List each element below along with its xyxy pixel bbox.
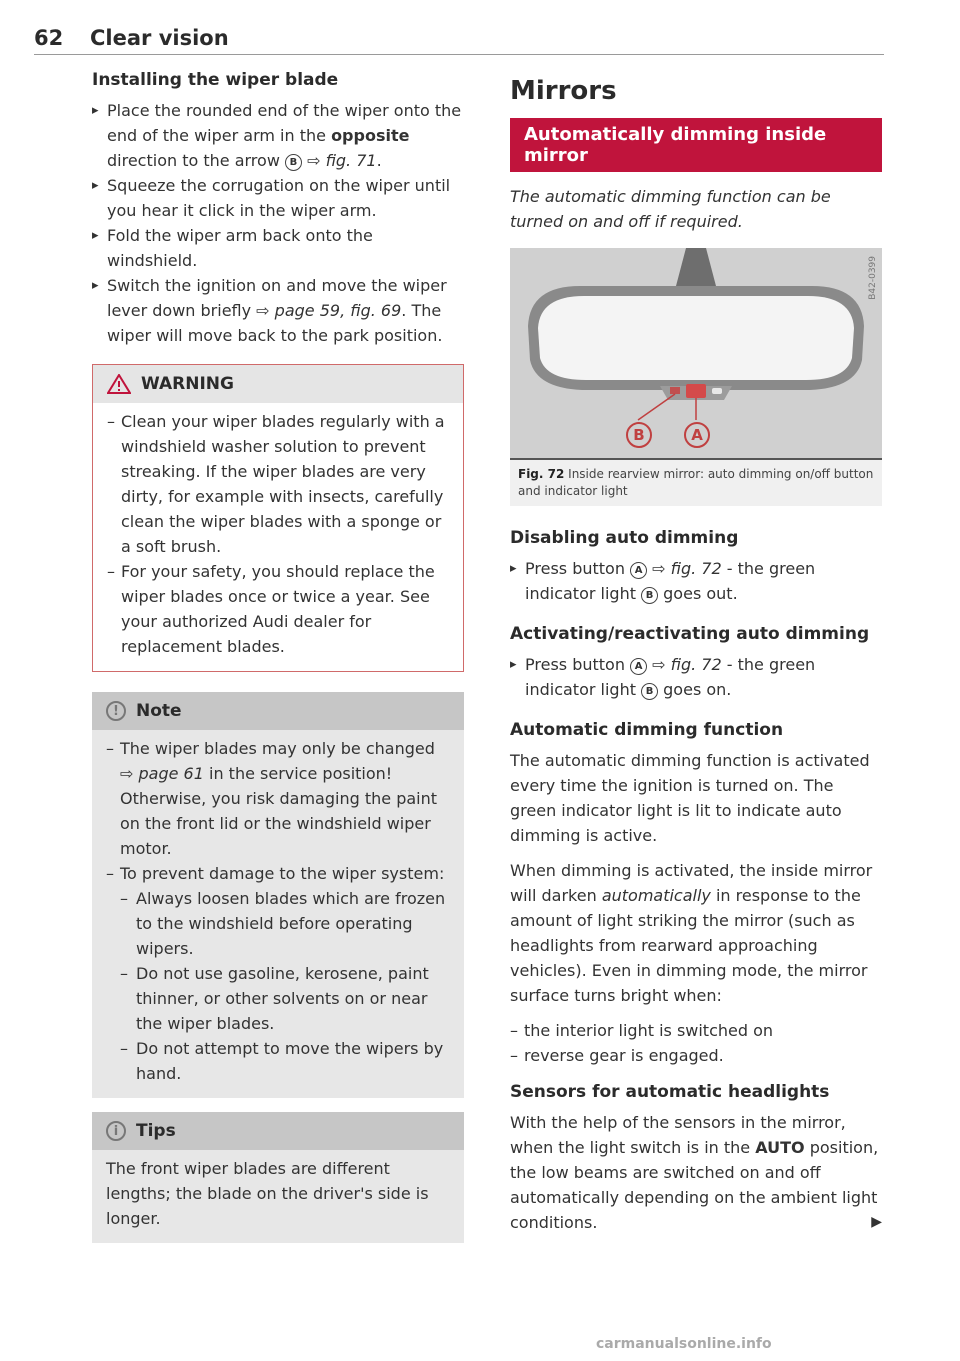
callout-b-icon: B bbox=[641, 587, 658, 604]
install-step-3: ▸ Fold the wiper arm back onto the windshield. bbox=[92, 223, 464, 273]
figure-reference-link[interactable]: fig. 71 bbox=[325, 151, 377, 170]
figure-reference-link[interactable]: fig. 72 bbox=[670, 559, 722, 578]
bright-conditions-list bbox=[510, 1018, 882, 1068]
note-item: – The wiper blades may only be changed ⇨ page 61 in the service position! Otherwise, you risk damaging the paint on the front lid or the windshield wiper motor. bbox=[106, 736, 450, 861]
tips-title: Tips bbox=[136, 1121, 176, 1141]
warning-item: – For your safety, you should replace the wiper blades once or twice a year. See your authorized Audi dealer for replacement blades. bbox=[107, 559, 449, 659]
auto-dimming-paragraph: The automatic dimming function is activated every time the ignition is turned on. The green indicator light is lit to indicate auto dimming is active. bbox=[510, 751, 870, 845]
note-box bbox=[92, 692, 464, 1098]
page-header bbox=[34, 22, 884, 55]
warning-box bbox=[92, 364, 464, 672]
note-title: Note bbox=[136, 701, 182, 721]
warning-body bbox=[93, 403, 463, 671]
callout-b-icon: B bbox=[641, 683, 658, 700]
figure-reference-link[interactable]: fig. 72 bbox=[670, 655, 722, 674]
activate-step: ▸ Press button A ⇨ fig. 72 - the green indicator light B goes on. bbox=[510, 652, 882, 702]
install-heading: Installing the wiper blade bbox=[92, 70, 339, 90]
dimming-behavior-paragraph: When dimming is activated, the inside mirror will darken automatically in response to the amount of light striking the mirror (such as headlights from rearward approaching vehicles). Even in dimming mode, the mirror surface turns bright when: bbox=[510, 861, 873, 1005]
page-reference-link[interactable]: page 59, fig. 69 bbox=[274, 301, 402, 320]
figure-caption: Fig. 72 Inside rearview mirror: auto dimming on/off button and indicator light bbox=[510, 460, 882, 506]
callout-a-icon: A bbox=[630, 562, 647, 579]
sensors-heading: Sensors for automatic headlights bbox=[510, 1082, 830, 1102]
warning-item: – Clean your wiper blades regularly with a windshield washer solution to prevent streaking. If the wiper blades are very dirty, for example with insects, carefully clean the wiper blades with a sponge or a soft brush. bbox=[107, 409, 449, 559]
warning-header bbox=[93, 365, 463, 403]
note-header bbox=[92, 692, 464, 730]
mirror-figure bbox=[510, 248, 882, 460]
tips-header bbox=[92, 1112, 464, 1150]
warning-triangle-icon bbox=[107, 374, 131, 394]
install-step-4: ▸ Switch the ignition on and move the wiper lever down briefly ⇨ page 59, fig. 69. The wiper will move back to the park position. bbox=[92, 273, 464, 348]
condition-item: – the interior light is switched on bbox=[510, 1018, 882, 1043]
left-column bbox=[92, 70, 464, 1243]
install-step-1: ▸ Place the rounded end of the wiper onto the end of the wiper arm in the opposite direction to the arrow B ⇨ fig. 71. bbox=[92, 98, 464, 173]
chapter-title: Mirrors bbox=[510, 76, 617, 106]
callout-a-icon: A bbox=[630, 658, 647, 675]
tips-body: The front wiper blades are different lengths; the blade on the driver's side is longer. bbox=[106, 1159, 429, 1228]
topic-bar: Automatically dimming inside mirror bbox=[510, 118, 882, 172]
right-column bbox=[510, 70, 882, 1245]
note-subitem: – Do not use gasoline, kerosene, paint thinner, or other solvents on or near the wiper blades. bbox=[106, 961, 450, 1036]
continue-arrow-icon: ▶ bbox=[871, 1214, 882, 1230]
note-item: – To prevent damage to the wiper system: bbox=[106, 861, 450, 886]
note-subitem: – Always loosen blades which are frozen to the windshield before operating wipers. bbox=[106, 886, 450, 961]
exclamation-circle-icon: ! bbox=[106, 701, 126, 721]
condition-item: – reverse gear is engaged. bbox=[510, 1043, 882, 1068]
figure-code: B42-0399 bbox=[868, 256, 878, 300]
topic-subtitle: The automatic dimming function can be turned on and off if required. bbox=[510, 187, 831, 231]
tips-box bbox=[92, 1112, 464, 1243]
disable-heading: Disabling auto dimming bbox=[510, 528, 739, 548]
info-circle-icon: i bbox=[106, 1121, 126, 1141]
install-step-2: ▸ Squeeze the corrugation on the wiper until you hear it click in the wiper arm. bbox=[92, 173, 464, 223]
sensors-paragraph: With the help of the sensors in the mirror, when the light switch is in the AUTO position, the low beams are switched on and off automatically depending on the ambient light conditions. ▶ bbox=[510, 1110, 882, 1235]
watermark: carmanualsonline.info bbox=[596, 1336, 772, 1352]
callout-a-icon: A bbox=[684, 422, 710, 448]
warning-title: WARNING bbox=[141, 374, 234, 394]
note-body bbox=[92, 730, 464, 1098]
callout-b-icon: B bbox=[626, 422, 652, 448]
section-title: Clear vision bbox=[90, 26, 229, 50]
callout-b-icon: B bbox=[285, 154, 302, 171]
page-reference-link[interactable]: page 61 bbox=[138, 764, 204, 783]
disable-step: ▸ Press button A ⇨ fig. 72 - the green indicator light B goes out. bbox=[510, 556, 882, 606]
activate-heading: Activating/reactivating auto dimming bbox=[510, 624, 870, 644]
note-subitem: – Do not attempt to move the wipers by hand. bbox=[106, 1036, 450, 1086]
page-number: 62 bbox=[34, 26, 64, 50]
auto-dimming-heading: Automatic dimming function bbox=[510, 720, 784, 740]
